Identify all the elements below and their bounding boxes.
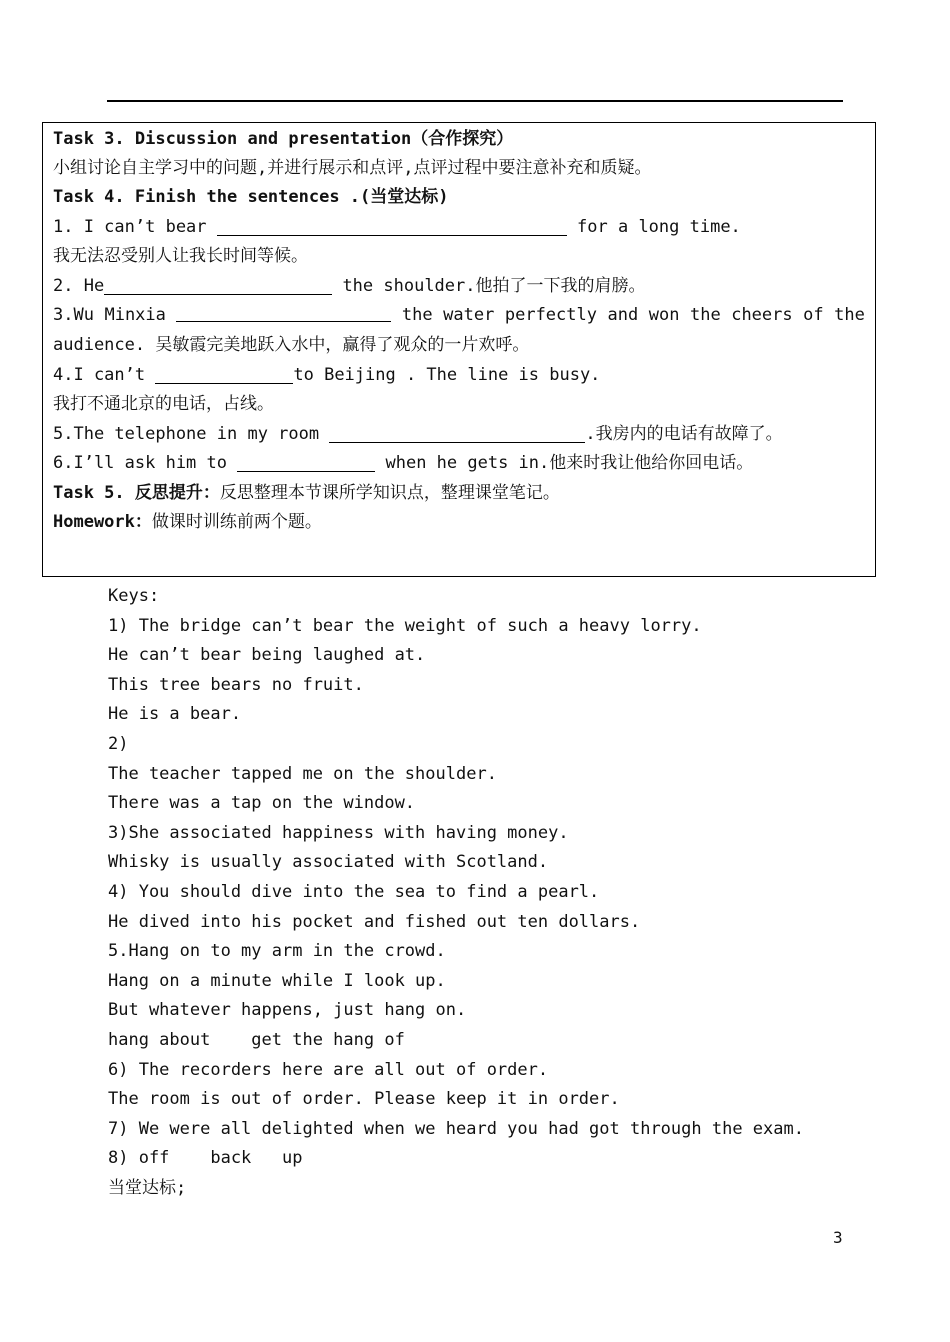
task5-label: Task 5. 反思提升： <box>53 483 220 503</box>
keys-line: 6) The recorders here are all out of order. <box>108 1059 549 1080</box>
task5-text: 反思整理本节课所学知识点，整理课堂笔记。 <box>219 483 560 503</box>
blank-4[interactable] <box>155 363 293 384</box>
sentence-2-end: the shoulder.他拍了一下我的肩膀。 <box>342 276 646 296</box>
blank-2[interactable] <box>104 274 332 295</box>
sentence-4 <box>53 361 865 389</box>
task3-desc: 小组讨论自主学习中的问题,并进行展示和点评,点评过程中要注意补充和质疑。 <box>53 158 652 178</box>
keys-line: There was a tap on the window. <box>108 793 416 814</box>
homework-label: Homework： <box>53 512 152 532</box>
keys-line: Whisky is usually associated with Scotland. <box>108 852 549 873</box>
blank-1[interactable] <box>217 215 567 236</box>
sentence-1-end: for a long time. <box>577 217 741 237</box>
word: won <box>648 305 680 325</box>
task5 <box>53 479 865 507</box>
sentence-3-cn: audience. 吴敏霞完美地跃入水中，赢得了观众的一片欢呼。 <box>53 335 530 355</box>
task3-title: Task 3. Discussion and presentation（合作探究） <box>53 129 514 149</box>
word: water <box>443 305 495 325</box>
sentence-5-end: .我房内的电话有故障了。 <box>585 424 783 444</box>
sentence-2 <box>53 272 865 300</box>
sentence-3 <box>53 301 865 329</box>
keys-line: 当堂达标; <box>108 1177 187 1198</box>
sentence-1 <box>53 213 865 241</box>
header-rule <box>107 100 843 102</box>
keys-line: This tree bears no fruit. <box>108 674 364 695</box>
word: the <box>689 305 721 325</box>
page-number: 3 <box>833 1228 843 1247</box>
keys-line: hang about get the hang of <box>108 1029 405 1050</box>
word: perfectly <box>504 305 597 325</box>
keys-line: 5.Hang on to my arm in the crowd. <box>108 941 446 962</box>
keys-line: Hang on a minute while I look up. <box>108 970 446 991</box>
keys-line: He dived into his pocket and fished out ten dollars. <box>108 911 641 932</box>
keys-line: But whatever happens, just hang on. <box>108 1000 467 1021</box>
word: Minxia <box>104 305 166 325</box>
sentence-2-start: 2. He <box>53 276 105 296</box>
keys-line: Keys: <box>108 586 160 606</box>
keys-line: 2) <box>108 733 129 754</box>
sentence-6-end: when he gets in.他来时我让他给你回电话。 <box>385 453 754 473</box>
word: the <box>834 305 865 325</box>
sentence-1-cn: 我无法忍受别人让我长时间等候。 <box>53 246 308 266</box>
keys-line: He can’t bear being laughed at. <box>108 645 426 666</box>
word: 3.Wu <box>53 305 94 325</box>
blank-6[interactable] <box>237 451 375 472</box>
sentence-5-start: 5.The telephone in my room <box>53 424 320 444</box>
sentence-6-start: 6.I’ll ask him to <box>53 453 227 473</box>
sentence-4-end: to Beijing . The line is busy. <box>293 365 601 385</box>
keys-line: He is a bear. <box>108 704 242 725</box>
keys-line: 4) You should dive into the sea to find a pearl. <box>108 881 600 902</box>
homework-text: 做课时训练前两个题。 <box>151 512 322 532</box>
keys-line: The teacher tapped me on the shoulder. <box>108 763 497 784</box>
keys-line: The room is out of order. Please keep it in order. <box>108 1089 620 1110</box>
blank-5[interactable] <box>329 422 585 443</box>
keys-line: 1) The bridge can’t bear the weight of such a heavy lorry. <box>108 615 702 636</box>
word: and <box>607 305 639 325</box>
word: cheers <box>731 305 793 325</box>
task-box <box>42 122 876 577</box>
keys-line: 3)She associated happiness with having money. <box>108 822 569 843</box>
keys-section <box>108 582 804 1203</box>
word: of <box>803 305 824 325</box>
sentence-4-start: 4.I can’t <box>53 365 146 385</box>
word: the <box>401 305 433 325</box>
sentence-4-cn: 我打不通北京的电话，占线。 <box>53 394 274 414</box>
blank-3[interactable] <box>176 301 391 322</box>
sentence-6 <box>53 449 865 477</box>
keys-line: 8) off back up <box>108 1148 303 1169</box>
task4-title: Task 4. Finish the sentences .(当堂达标) <box>53 187 449 207</box>
homework <box>53 508 865 536</box>
keys-line: 7) We were all delighted when we heard you had got through the exam. <box>108 1118 804 1139</box>
sentence-5 <box>53 420 865 448</box>
sentence-1-start: 1. I can’t bear <box>53 217 207 237</box>
